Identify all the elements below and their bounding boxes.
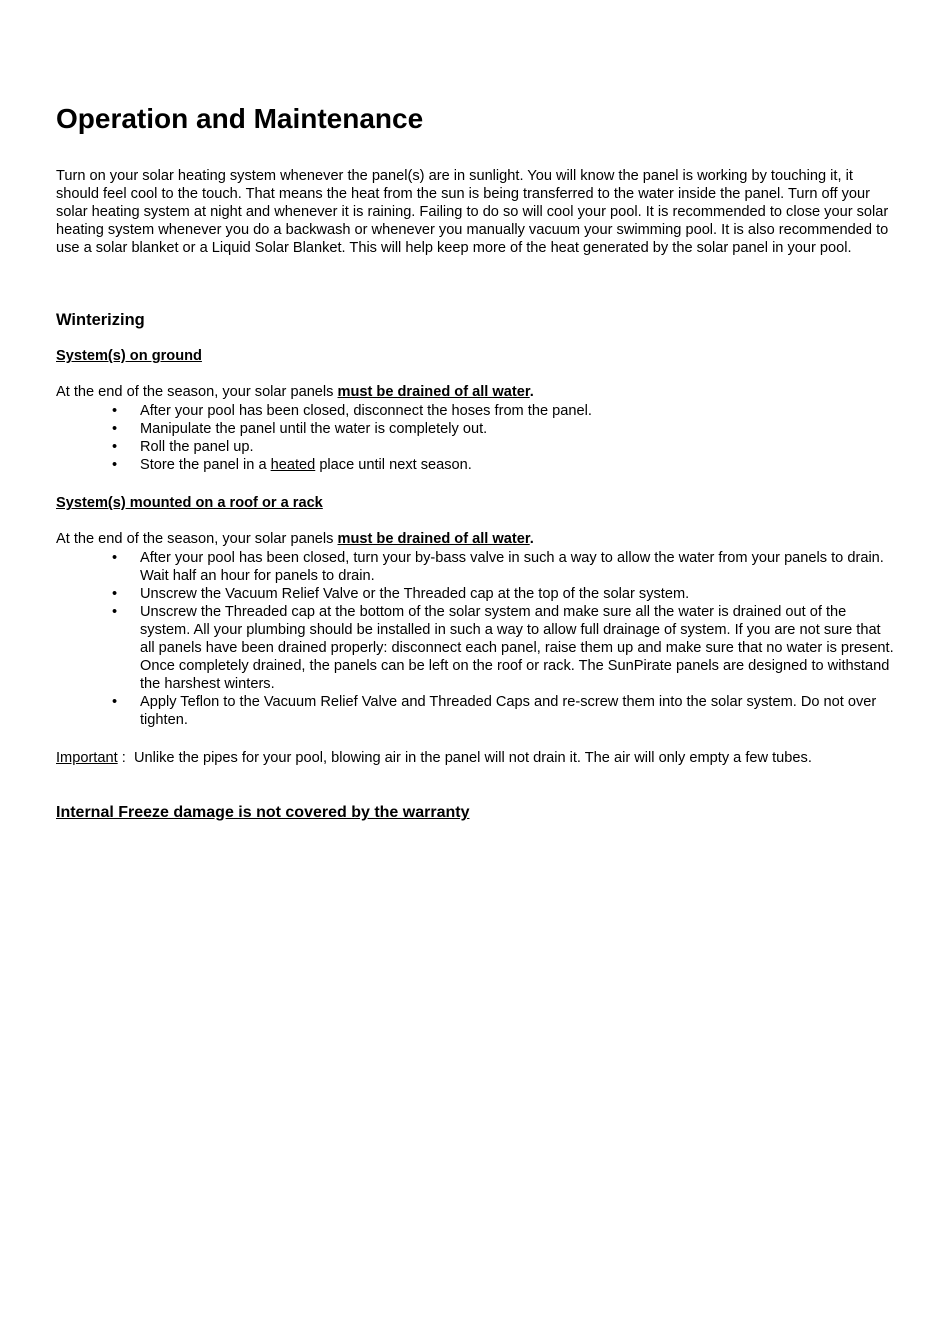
bullet-icon: • xyxy=(112,550,118,566)
bullet-icon: • xyxy=(112,421,118,437)
roof-lead-prefix: At the end of the season, your solar panels xyxy=(56,531,338,547)
ground-lead-prefix: At the end of the season, your solar panels xyxy=(56,384,338,400)
bullet-icon: • xyxy=(112,604,118,620)
list-item: • Roll the panel up. xyxy=(112,439,254,455)
list-item: • Apply Teflon to the Vacuum Relief Valve and Threaded Caps and re-screw them into the solar system. Do not over tighten. xyxy=(112,694,877,728)
list-item: • Unscrew the Threaded cap at the bottom of the solar system and make sure all the water is drained out of the system. All your plumbing should be installed in such a way to allow full drainage of system. If you are not sure that all panels have been drained properly: disconnect each panel, raise them up and make sure that no water is present. Once completely drained, the panels can be left on the roof or rack. The SunPirate panels are designed to withstand the harshest winters. xyxy=(112,604,894,692)
intro-paragraph: Turn on your solar heating system whenever the panel(s) are in sunlight. You will know the panel is working by touching it, it should feel cool to the touch. That means the heat from the sun is being transferred to the water inside the panel. Turn off your solar heating system at night and whenever it is raining. Failing to do so will cool your pool. It is recommended to close your solar heating system whenever you do a backwash or whenever you manually vacuum your swimming pool. It is also recommended to use a solar blanket or a Liquid Solar Blanket. This will help keep more of the heat generated by the solar panel in your pool. xyxy=(56,168,889,256)
bullet-icon: • xyxy=(112,439,118,455)
bullet-icon: • xyxy=(112,403,118,419)
important-label-group xyxy=(56,749,134,767)
bullet-icon: • xyxy=(112,457,118,473)
ground-lead-emphasis: must be drained of all water xyxy=(337,384,530,400)
roof-steps-list xyxy=(56,549,896,729)
important-label: Important xyxy=(56,750,118,766)
bullet-icon: • xyxy=(112,694,118,710)
roof-section-heading: System(s) mounted on a roof or a rack xyxy=(56,495,323,511)
heated-underlined: heated xyxy=(270,457,316,473)
page-title: Operation and Maintenance xyxy=(56,103,424,134)
bullet-icon: • xyxy=(112,586,118,602)
warranty-notice: Internal Freeze damage is not covered by the warranty xyxy=(56,804,470,821)
ground-steps-list xyxy=(56,402,896,474)
list-item: • Store the panel in a heated place until next season. xyxy=(112,457,472,473)
roof-lead-suffix: . xyxy=(529,531,534,547)
winterizing-heading: Winterizing xyxy=(56,311,145,329)
important-note xyxy=(56,749,896,767)
list-item: • Unscrew the Vacuum Relief Valve or the Threaded cap at the top of the solar system. xyxy=(112,586,690,602)
ground-lead-suffix: . xyxy=(529,384,534,400)
ground-section-heading: System(s) on ground xyxy=(56,348,202,364)
list-item: • After your pool has been closed, disconnect the hoses from the panel. xyxy=(112,403,592,419)
roof-lead-text xyxy=(56,530,534,548)
list-item: • After your pool has been closed, turn your by-bass valve in such a way to allow the water from your panels to drain. Wait half an hour for panels to drain. xyxy=(112,550,884,584)
ground-lead-text xyxy=(56,383,534,401)
roof-lead-emphasis: must be drained of all water xyxy=(337,531,530,547)
important-text: Unlike the pipes for your pool, blowing air in the panel will not drain it. The air will only empty a few tubes. xyxy=(134,750,812,766)
list-item: • Manipulate the panel until the water is completely out. xyxy=(112,421,488,437)
important-separator: : xyxy=(117,750,126,766)
